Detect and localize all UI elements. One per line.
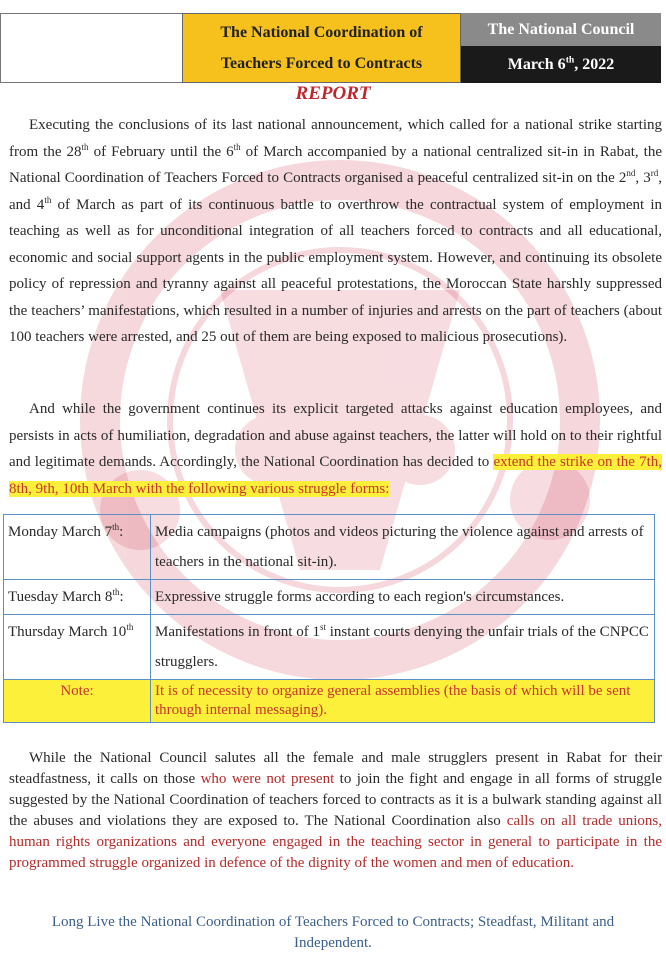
red-text: who were not present <box>200 771 335 787</box>
table-row <box>4 615 655 680</box>
footer-slogan: Long Live the National Coordination of Teachers Forced to Contracts; Steadfast, Militant and Independent. <box>51 914 615 951</box>
header-blank-cell <box>0 13 182 83</box>
coordination-name-box <box>182 13 461 83</box>
day-cell: Thursday March 10th <box>4 615 151 680</box>
report-date: March 6th, 2022 <box>461 46 661 83</box>
table-row <box>4 515 655 580</box>
form-cell: Media campaigns (photos and videos picturing the violence against and arrests of teachers in the national sit-in). <box>151 515 655 580</box>
report-title: REPORT <box>295 83 371 104</box>
coordination-name-line1: The National Coordination of <box>220 24 423 41</box>
report-header <box>0 13 666 83</box>
struggle-forms-table <box>3 514 655 723</box>
note-text: It is of necessity to organize general assemblies (the basis of which will be sent through internal messaging). <box>151 680 655 723</box>
red-text-call: calls on all trade unions, human rights organizations and everyone engaged in the teaching sector in general to participate in the programmed struggle organized in defence of the dignity of the women and men of education. <box>9 813 662 871</box>
day-cell: Monday March 7th: <box>4 515 151 580</box>
form-cell: Expressive struggle forms according to each region's circumstances. <box>151 580 655 615</box>
highlighted-strike-dates: extend the strike on the 7th, 8th, 9th, 10th March with the following various struggle forms: <box>9 454 662 497</box>
form-cell: Manifestations in front of 1st instant courts denying the unfair trials of the CNPCC strugglers. <box>151 615 655 680</box>
paragraph-sit-in: Executing the conclusions of its last national announcement, which called for a national strike starting from the 28th of February until the 6th of March accompanied by a national centralized sit-in in Rabat, the National Coordination of Teachers Forced to Contracts organised a peaceful centralized sit-in on the 2nd, 3rd, and 4th of March as part of its continuous battle to overthrow the contractual system of employment in teaching as well as for unconditional integration of all teachers forced to contracts and all educational, economic and social support agents in the public employment system. However, and continuing its obsolete policy of repression and tyranny against all peaceful protestations, the Moroccan State harshly suppressed the teachers’ manifestations, which resulted in a number of injuries and arrests on the part of teachers (about 100 teachers were arrested, and 25 out of them are being exposed to malicious prosecutions). <box>9 117 662 345</box>
council-box <box>461 13 661 83</box>
note-row <box>4 680 655 723</box>
paragraph-strike-extension: And while the government continues its explicit targeted attacks against education employees, and persists in acts of humiliation, degradation and abuse against teachers, the latter will hold on to their rightful and legitimate demands. Accordingly, the National Coordination has decided to extend the strike on the 7th, 8th, 9th, 10th March with the following various struggle forms: <box>9 401 662 497</box>
paragraph-closing: While the National Council salutes all the female and male strugglers present in Rabat for their steadfastness, it calls on those who were not present to join the fight and engage in all forms of struggle suggested by the National Coordination of teachers forced to contracts as it is a bulwark standing against all the abuses and violations they are exposed to. The National Coordination also calls on all trade unions, human rights organizations and everyone engaged in the teaching sector in general to participate in the programmed struggle organized in defence of the dignity of the women and men of education. <box>9 750 662 871</box>
note-label: Note: <box>4 680 151 723</box>
table-row <box>4 580 655 615</box>
council-name: The National Council <box>461 13 661 46</box>
day-cell: Tuesday March 8th: <box>4 580 151 615</box>
coordination-name-line2: Teachers Forced to Contracts <box>220 55 423 72</box>
